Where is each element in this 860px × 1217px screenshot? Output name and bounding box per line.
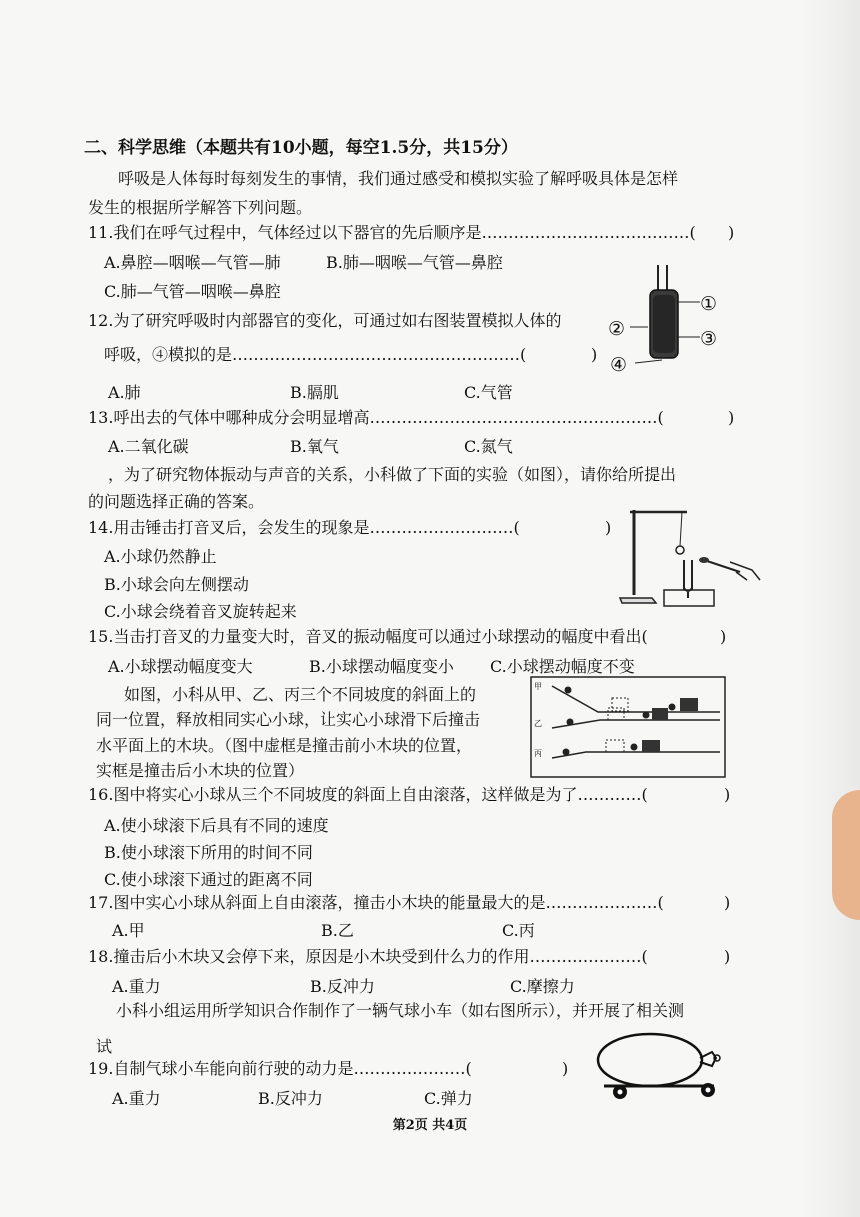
intro-sound-line2: 的问题选择正确的答案。 — [88, 492, 265, 511]
figure-label-yi: 乙 — [534, 719, 542, 728]
q12-option-a: A.肺 — [108, 383, 141, 402]
figure-label-3: ③ — [700, 328, 718, 350]
q17-answer-paren[interactable]: ) — [724, 893, 731, 912]
q17-option-a: A.甲 — [112, 921, 145, 940]
tuning-fork-figure — [612, 500, 772, 615]
figure-label-jia: 甲 — [534, 682, 542, 691]
q17-stem: 17.图中实心小球从斜面上自由滚落，撞击小木块的能量最大的是…………………( — [88, 893, 664, 912]
intro-balloon-line1: 小科小组运用所学知识合作制作了一辆气球小车（如右图所示），并开展了相关测 — [116, 1001, 685, 1020]
figure-label-2: ② — [608, 318, 626, 340]
intro-slope-line1: 如图，小科从甲、乙、丙三个不同坡度的斜面上的 — [124, 685, 477, 704]
q19-answer-paren[interactable]: ) — [562, 1059, 569, 1078]
q16-option-b: B.使小球滚下所用的时间不同 — [104, 843, 313, 862]
intro-breathing-line2: 发生的根据所学解答下列问题。 — [88, 198, 313, 217]
q12-stem-line1: 12.为了研究呼吸时内部器官的变化，可通过如右图装置模拟人体的 — [88, 311, 562, 330]
q16-option-c: C.使小球滚下通过的距离不同 — [104, 870, 313, 889]
q14-answer-paren[interactable]: ) — [605, 518, 612, 537]
balloon-car-figure — [594, 1032, 734, 1104]
q13-option-a: A.二氧化碳 — [108, 437, 189, 456]
q14-option-c: C.小球会绕着音叉旋转起来 — [104, 602, 297, 621]
q12-option-b: B.膈肌 — [290, 383, 339, 402]
page-edge-shadow — [800, 0, 860, 1217]
q19-option-c: C.弹力 — [424, 1089, 473, 1108]
figure-label-1: ① — [700, 293, 718, 315]
q11-stem: 11.我们在呼气过程中，气体经过以下器官的先后顺序是…………………………………( — [88, 223, 696, 242]
intro-balloon-line2: 试 — [96, 1037, 113, 1056]
q14-stem: 14.用击锤击打音叉后，会发生的现象是………………………( — [88, 518, 520, 537]
intro-slope-line4: 实框是撞击后小木块的位置） — [96, 761, 305, 780]
intro-sound-line1: ，为了研究物体振动与声音的关系，小科做了下面的实验（如图），请你给所提出 — [108, 465, 677, 484]
q15-option-c: C.小球摆动幅度不变 — [490, 657, 635, 676]
q12-option-c: C.气管 — [464, 383, 513, 402]
q13-stem: 13.呼出去的气体中哪种成分会明显增高………………………………………………( — [88, 408, 664, 427]
section-title: 二、科学思维（本题共有10小题，每空1.5分，共15分） — [84, 138, 518, 158]
q11-option-b: B.肺—咽喉—气管—鼻腔 — [326, 253, 503, 272]
figure-label-4: ④ — [610, 354, 628, 376]
q13-option-c: C.氮气 — [464, 437, 513, 456]
intro-breathing-line1: 呼吸是人体每时每刻发生的事情，我们通过感受和模拟实验了解呼吸具体是怎样 — [118, 169, 679, 188]
q16-stem: 16.图中将实心小球从三个不同坡度的斜面上自由滚落，这样做是为了…………( — [88, 785, 648, 804]
q18-option-b: B.反冲力 — [310, 977, 375, 996]
thumb-at-edge — [832, 790, 860, 920]
q18-stem: 18.撞击后小木块又会停下来，原因是小木块受到什么力的作用…………………( — [88, 947, 648, 966]
breathing-model-figure — [600, 260, 730, 375]
q13-option-b: B.氧气 — [290, 437, 339, 456]
figure-label-bing: 丙 — [534, 749, 542, 758]
q14-option-b: B.小球会向左侧摆动 — [104, 575, 249, 594]
q18-option-c: C.摩擦力 — [510, 977, 575, 996]
q15-option-a: A.小球摆动幅度变大 — [108, 657, 253, 676]
q18-option-a: A.重力 — [112, 977, 161, 996]
page-number-footer: 第2页 共4页 — [392, 1118, 468, 1133]
slope-experiment-figure — [530, 676, 726, 778]
q15-stem: 15.当击打音叉的力量变大时，音叉的振动幅度可以通过小球摆动的幅度中看出( — [88, 627, 648, 646]
q12-answer-paren[interactable]: ) — [591, 345, 598, 364]
q19-option-b: B.反冲力 — [258, 1089, 323, 1108]
q15-answer-paren[interactable]: ) — [720, 627, 727, 646]
q17-option-c: C.丙 — [502, 921, 535, 940]
q16-answer-paren[interactable]: ) — [724, 785, 731, 804]
q11-option-a: A.鼻腔—咽喉—气管—肺 — [104, 253, 281, 272]
intro-slope-line2: 同一位置，释放相同实心小球，让实心小球滑下后撞击 — [96, 710, 481, 729]
q12-stem-line2: 呼吸，④模拟的是………………………………………………( — [104, 345, 527, 364]
intro-slope-line3: 水平面上的木块。（图中虚框是撞击前小木块的位置， — [96, 736, 473, 755]
q11-option-c: C.肺—气管—咽喉—鼻腔 — [104, 282, 281, 301]
q11-answer-paren[interactable]: ) — [728, 223, 735, 242]
q19-option-a: A.重力 — [112, 1089, 161, 1108]
q15-option-b: B.小球摆动幅度变小 — [309, 657, 454, 676]
q14-option-a: A.小球仍然静止 — [104, 547, 217, 566]
q18-answer-paren[interactable]: ) — [724, 947, 731, 966]
q13-answer-paren[interactable]: ) — [728, 408, 735, 427]
q16-option-a: A.使小球滚下后具有不同的速度 — [104, 816, 329, 835]
q19-stem: 19.自制气球小车能向前行驶的动力是…………………( — [88, 1059, 472, 1078]
q17-option-b: B.乙 — [321, 921, 354, 940]
